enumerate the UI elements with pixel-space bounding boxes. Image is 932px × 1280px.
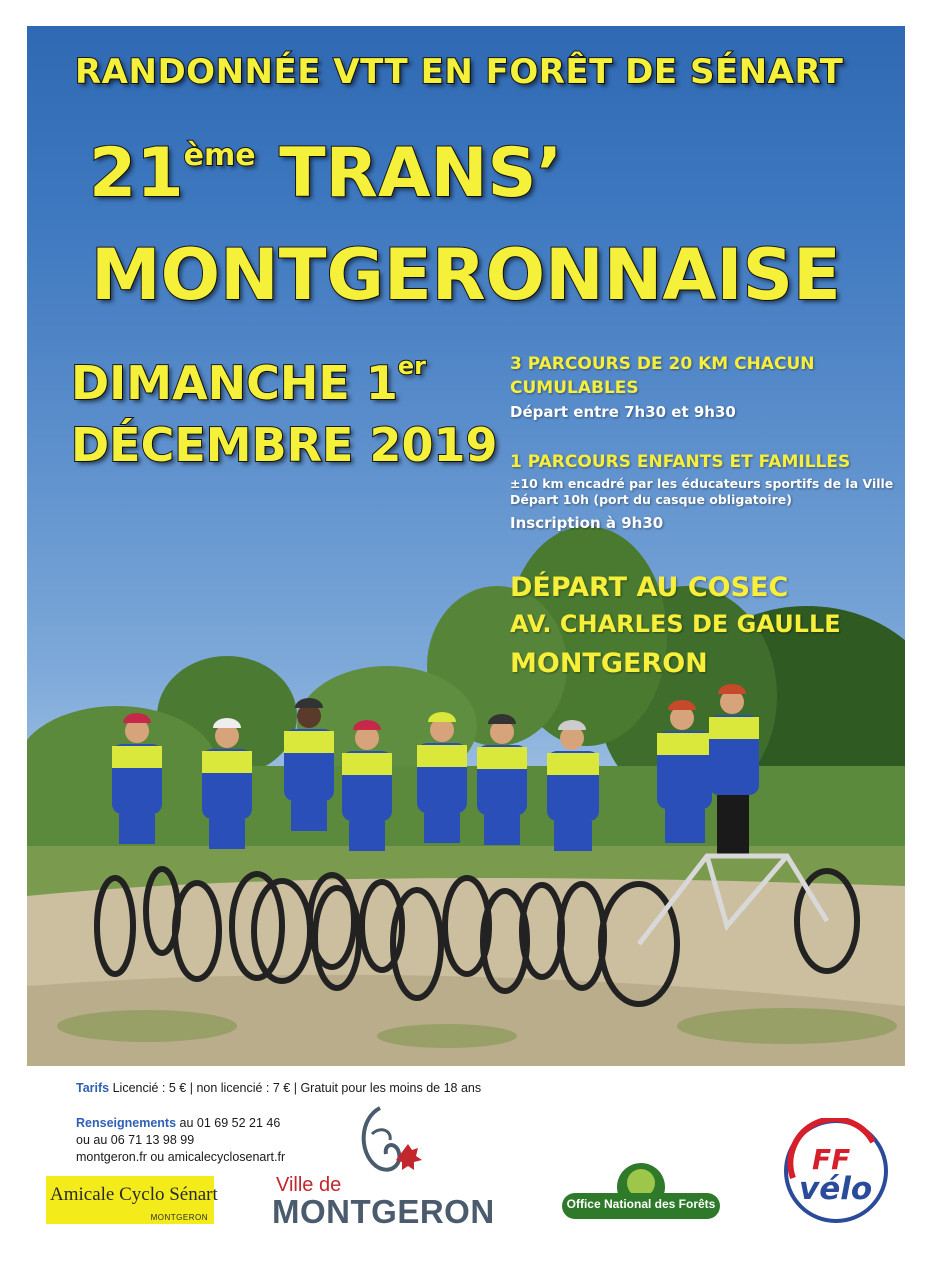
poster-photo [27, 26, 905, 1066]
date-day: DIMANCHE 1 [71, 356, 398, 410]
montgeron-logo-text: MONTGERON [272, 1193, 495, 1230]
ville-montgeron-emblem-icon [350, 1104, 422, 1180]
renseignements-line [76, 1116, 280, 1130]
websites: montgeron.fr ou amicalecyclosenart.fr [76, 1150, 286, 1164]
renseignements-label: Renseignements [76, 1116, 177, 1130]
ff-text: FF [812, 1143, 851, 1176]
edition-superscript: ème [183, 138, 256, 173]
acs-logo-text: Amicale Cyclo Sénart [50, 1184, 218, 1205]
enfants-detail-1: ±10 km encadré par les éducateurs sportifs de la Ville [510, 476, 894, 491]
parcours-times: Départ entre 7h30 et 9h30 [510, 403, 736, 421]
parcours-title-1: 3 PARCOURS DE 20 KM CHACUN [510, 354, 815, 374]
enfants-title: 1 PARCOURS ENFANTS ET FAMILLES [510, 452, 851, 472]
acs-logo-sub: MONTGERON [150, 1213, 208, 1222]
phone-2: ou au 06 71 13 98 99 [76, 1133, 195, 1147]
tarifs-label: Tarifs [76, 1081, 110, 1095]
date-superscript: er [397, 352, 426, 380]
event-title-line1 [89, 134, 562, 213]
depart-location-3: MONTGERON [510, 648, 708, 679]
event-title-line2: MONTGERONNAISE [91, 234, 841, 316]
enfants-detail-2: Départ 10h (port du casque obligatoire) [510, 492, 792, 507]
parcours-title-2: CUMULABLES [510, 378, 639, 398]
ville-de-label: Ville de [276, 1174, 342, 1196]
event-date-line1 [71, 352, 426, 410]
event-subtitle: RANDONNÉE VTT EN FORÊT DE SÉNART [75, 52, 844, 92]
onf-logo [560, 1163, 722, 1223]
depart-location-2: AV. CHARLES DE GAULLE [510, 610, 841, 638]
inscription-time: Inscription à 9h30 [510, 514, 664, 532]
event-date-line2: DÉCEMBRE 2019 [71, 418, 498, 472]
velo-text: vélo [799, 1171, 873, 1207]
amicale-cyclo-senart-logo [46, 1176, 218, 1224]
title-trans: TRANS’ [255, 134, 563, 213]
depart-location-1: DÉPART AU COSEC [510, 572, 789, 603]
edition-number: 21 [89, 134, 184, 213]
tarifs-line [76, 1081, 481, 1095]
renseignements-phone: au 01 69 52 21 46 [176, 1116, 281, 1130]
onf-logo-text: Office National des Forêts [566, 1197, 716, 1211]
tarifs-text: Licencié : 5 € | non licencié : 7 € | Gratuit pour les moins de 18 ans [109, 1081, 482, 1095]
